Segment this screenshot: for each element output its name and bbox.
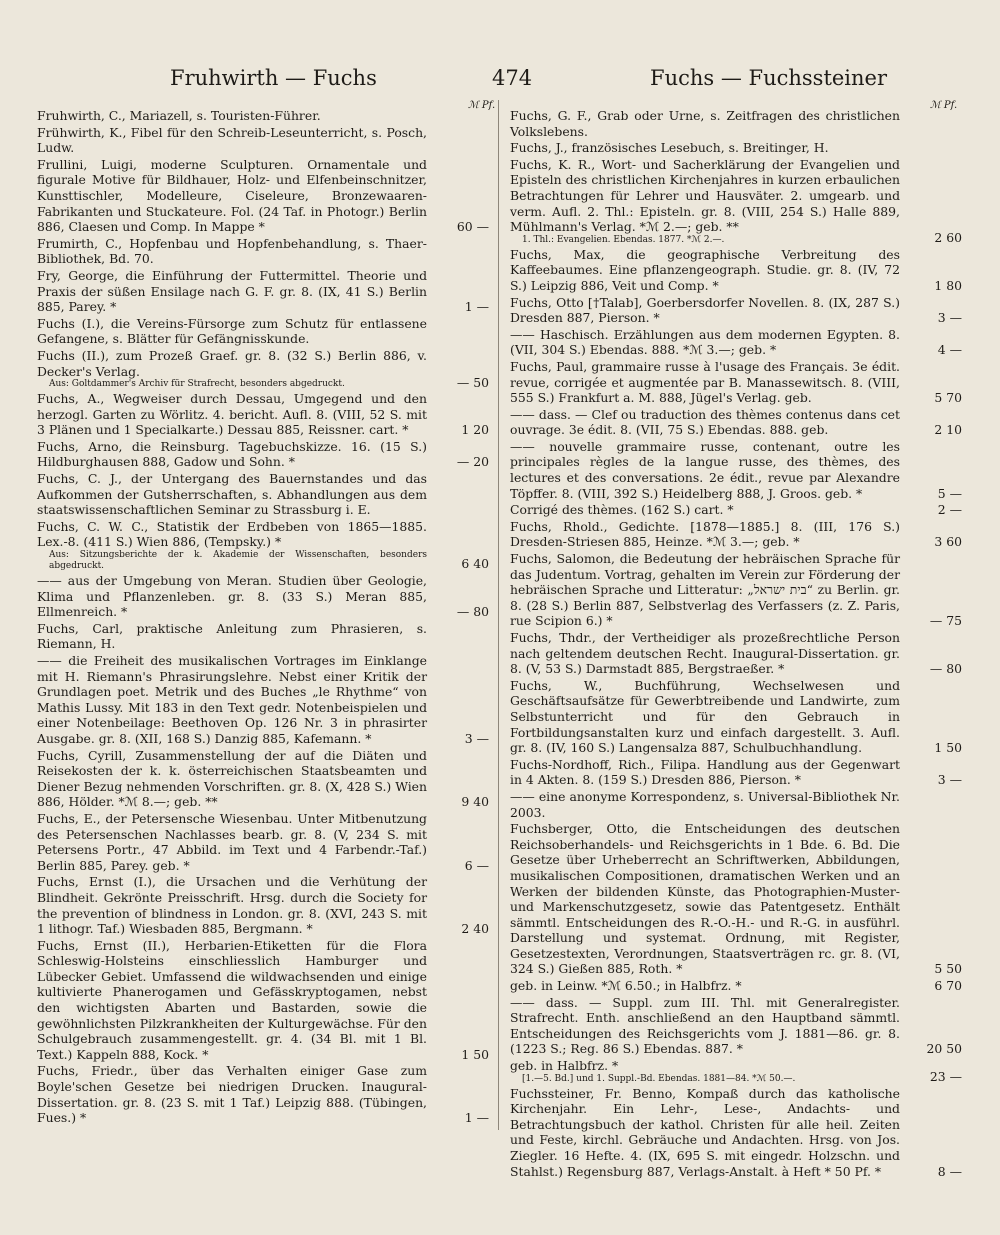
running-head-left: Fruhwirth — Fuchs: [170, 66, 377, 90]
entry-price: 2 60: [934, 230, 962, 246]
entry-price: — 75: [929, 613, 962, 629]
catalog-entry: [37, 316, 489, 347]
entry-text: Fuchs (II.), zum Prozeß Graef. gr. 8. (32 S.) Berlin 886, v. Decker's Verlag.: [37, 347, 427, 379]
catalog-entry: [510, 789, 962, 820]
entry-price: — 80: [929, 661, 962, 677]
catalog-entry: [510, 157, 962, 246]
catalog-entry: [37, 439, 489, 470]
entry-note: [1.—5. Bd.] und 1. Suppl.-Bd. Ebendas. 1881—84. *ℳ 50.—.: [522, 1073, 796, 1084]
entry-text: Fuchs, Carl, praktische Anleitung zum Phrasieren, s. Riemann, H.: [37, 620, 427, 652]
entry-text: Frumirth, C., Hopfenbau und Hopfenbehandlung, s. Thaer-Bibliothek, Bd. 70.: [37, 235, 427, 267]
entry-text: Fuchs, G. F., Grab oder Urne, s. Zeitfragen des christlichen Volkslebens.: [510, 108, 900, 139]
entry-text: Fry, George, die Einführung der Futtermittel. Theorie und Praxis der süßen Ensilage nach G. F. gr. 8. (IX, 41 S.) Berlin 885, Parey. *: [37, 267, 427, 315]
entry-price: 6 —: [464, 857, 489, 873]
catalog-entry: [510, 821, 962, 977]
entry-price: 5 50: [934, 961, 962, 977]
catalog-entry: [37, 125, 489, 156]
entry-text: Fuchs, Paul, grammaire russe à l'usage des Français. 3e édit. revue, corrigée et augmentée par B. Manassewitsch. 8. (VIII, 555 S.) Frankfurt a. M. 888, Jügel's Verlag. geb.: [510, 358, 900, 406]
entry-text: Fuchs, A., Wegweiser durch Dessau, Umgegend und den herzogl. Garten zu Wörlitz. 4. bericht. Aufl. 8. (VIII, 52 S. mit 3 Plänen und 1 Specialkarte.) Dessau 885, Reissner. cart. *: [37, 391, 427, 438]
entry-price: 1 —: [464, 1110, 489, 1126]
entry-price: 20 50: [926, 1041, 962, 1057]
entry-text: —— nouvelle grammaire russe, contenant, outre les principales règles de la langue russe, des thèmes, des lectures et des conversations. 2e édit., revue par Alexandre Töpffer. 8. (VIII, 392 S.) Heidelberg 888, J. Groos. geb. *: [510, 438, 900, 501]
entry-text: Fuchs, E., der Petersensche Wiesenbau. Unter Mitbenutzung des Petersenschen Nachlasses bearb. gr. 8. (V, 234 S. mit Petersens Portr., 47 Abbild. im Text und 4 Farbendr.-Taf.) Berlin 885, Parey. geb. *: [37, 810, 427, 873]
catalog-entry: [37, 348, 489, 390]
catalog-entry: [510, 439, 962, 501]
entry-text: Fuchsberger, Otto, die Entscheidungen des deutschen Reichsoberhandels- und Reichsgerichts in 1 Bde. 6. Bd. Die Gesetze über Urheberrecht an Schriftwerken, Abbildungen, musikalischen Compositionen, dramatischen Werken und an Werken der bildenden Künste, das Photographien-Muster- und Markenschutzgesetz, sowie das Patentgesetz. Enthält sämmtl. Entscheidungen des R.-O.-H.- und R.-G. in ausführl. Darstellung und systemat. Ordnung, mit Register, Gesetzestexten, Verordnungen, Staatsverträgen rc. gr. 8. (VI, 324 S.) Gießen 885, Roth. *: [510, 821, 900, 977]
entry-price: 3 60: [934, 534, 962, 550]
entry-note: 1. Thl.: Evangelien. Ebendas. 1877. *ℳ 2.—.: [522, 234, 725, 245]
catalog-entry: [510, 108, 962, 139]
price-column-heading-right: ℳ Pf.: [930, 100, 958, 111]
catalog-entry: [37, 391, 489, 438]
entry-text: —— dass. — Suppl. zum III. Thl. mit Generalregister. Strafrecht. Enth. anschließend an den Hauptband sämmtl. Entscheidungen des Reichsgerichts vom J. 1881—86. gr. 8. (1223 S.; Reg. 86 S.) Ebendas. 887. *: [510, 994, 900, 1057]
entry-text: —— eine anonyme Korrespondenz, s. Universal-Bibliothek Nr. 2003.: [510, 788, 900, 820]
catalog-entry: [37, 1063, 489, 1125]
entry-price: 1 —: [464, 299, 489, 315]
entry-price: 6 40: [461, 556, 489, 572]
entry-price: 2 40: [461, 921, 489, 937]
catalog-entry: [37, 157, 489, 235]
entry-text: Fuchs, Friedr., über das Verhalten einiger Gase zum Boyle'schen Gesetze bei niedrigen Drucken. Inaugural-Dissertation. gr. 8. (23 S. mit 1 Taf.) Leipzig 888. (Tübingen, Fues.) *: [37, 1063, 427, 1126]
catalog-entry: [510, 1058, 962, 1085]
catalog-entry: [510, 630, 962, 677]
entry-text: —— dass. — Clef ou traduction des thèmes contenus dans cet ouvrage. 3e édit. 8. (VII, 75 S.) Ebendas. 888. geb.: [510, 406, 900, 438]
entry-price: — 20: [456, 454, 489, 470]
entry-text: —— die Freiheit des musikalischen Vortrages im Einklange mit H. Riemann's Phrasirungslehre. Nebst einer Kritik der Grundlagen poet. Metrik und des Buches „le Rhythme“ von Mathis Lussy. Mit 183 in den Text gedr. Notenbeispielen und einer Notenbeilage: Beethoven Op. 126 Nr. 3 in phrasirter Ausgabe. gr. 8. (XII, 168 S.) Danzig 885, Kafemann. *: [37, 653, 427, 746]
catalog-entry: [37, 653, 489, 747]
entry-price: 1 50: [461, 1046, 489, 1062]
catalog-entry: [37, 108, 489, 124]
catalog-entry: [510, 327, 962, 358]
entry-text: Fruhwirth, C., Mariazell, s. Touristen-Führer.: [37, 108, 321, 123]
entry-price: 1 50: [934, 740, 962, 756]
catalog-entry: [510, 295, 962, 326]
entry-price: 4 —: [937, 342, 962, 358]
entry-text: Fuchs, Arno, die Reinsburg. Tagebuchskizze. 16. (15 S.) Hildburghausen 888, Gadow und Sohn. *: [37, 438, 427, 470]
catalog-entry: [37, 471, 489, 518]
entry-price: 60 —: [456, 219, 489, 235]
catalog-entry: [37, 811, 489, 873]
entry-price: — 80: [456, 604, 489, 620]
entry-note: Aus: Sitzungsberichte der k. Akademie der Wissenschaften, besonders abgedruckt.: [49, 550, 427, 572]
catalog-entry: [510, 359, 962, 406]
catalog-entry: [37, 268, 489, 315]
catalog-entry: [510, 1086, 962, 1180]
page-number: 474: [492, 66, 533, 90]
catalog-entry: [510, 519, 962, 550]
entry-price: — 50: [456, 374, 489, 390]
entry-price: 3 —: [464, 730, 489, 746]
entry-text: Fuchs, Cyrill, Zusammenstellung der auf die Diäten und Reisekosten der k. k. österreichischen Staatsbeamten und Diener Bezug nehmenden Vorschriften. gr. 8. (X, 428 S.) Wien 886, Hölder. *ℳ 8.—; geb. **: [37, 747, 427, 810]
entry-price: 5 —: [937, 485, 962, 501]
entry-text: geb. in Halbfrz. *: [510, 1058, 619, 1074]
entry-text: Corrigé des thèmes. (162 S.) cart. *: [510, 502, 734, 518]
catalog-entry: [37, 621, 489, 652]
entry-text: Fuchs, C. W. C., Statistik der Erdbeben von 1865—1885. Lex.-8. (411 S.) Wien 886, (Tempsky.) *: [37, 518, 427, 550]
catalog-entry: [37, 874, 489, 936]
right-column: [510, 108, 962, 1180]
entry-text: Fuchs, Ernst (I.), die Ursachen und die Verhütung der Blindheit. Gekrönte Preisschrift. Hrsg. durch die Society for the prevention of blindness in London. gr. 8. (XVI, 243 S. mit 1 lithogr. Taf.) Wiesbaden 885, Bergmann. *: [37, 874, 427, 937]
entry-text: Fuchs, W., Buchführung, Wechselwesen und Geschäftsaufsätze für Gewerbtreibende und Landwirte, zum Selbstunterricht und für den Gebrauch in Fortbildungsanstalten kurz und einfach dargestellt. 3. Aufl. gr. 8. (IV, 160 S.) Langensalza 887, Schulbuchhandlung.: [510, 677, 900, 756]
entry-price: 1 20: [461, 422, 489, 438]
entry-text: Fuchs, Otto [†Talab], Goerbersdorfer Novellen. 8. (IX, 287 S.) Dresden 887, Pierson. *: [510, 294, 900, 326]
catalog-entry: [510, 502, 962, 518]
price-column-heading-left: ℳ Pf.: [468, 100, 496, 111]
catalog-entry: [510, 757, 962, 788]
entry-text: Frühwirth, K., Fibel für den Schreib-Leseunterricht, s. Posch, Ludw.: [37, 124, 427, 156]
entry-text: Frullini, Luigi, moderne Sculpturen. Ornamentale und figurale Motive für Bildhauer, Holz- und Elfenbeinschnitzer, Kunsttischler, Modelleure, Ciseleure, Bronzewaaren-Fabrikanten und Stuckateure. Fol. (24 Taf. in Photogr.) Berlin 886, Claesen und Comp. In Mappe *: [37, 156, 427, 235]
column-divider: [498, 100, 499, 1130]
entry-price: 2 10: [934, 422, 962, 438]
entry-price: 9 40: [461, 794, 489, 810]
catalog-entry: [510, 678, 962, 756]
entry-text: geb. in Leinw. *ℳ 6.50.; in Halbfrz. *: [510, 978, 742, 994]
entry-price: 5 70: [934, 390, 962, 406]
catalog-entry: [510, 407, 962, 438]
catalog-entry: [510, 551, 962, 629]
entry-text: Fuchs-Nordhoff, Rich., Filipa. Handlung aus der Gegenwart in 4 Akten. 8. (159 S.) Dresden 886, Pierson. *: [510, 756, 900, 788]
entry-price: 2 —: [937, 502, 962, 518]
entry-text: Fuchs, Salomon, die Bedeutung der hebräischen Sprache für das Judentum. Vortrag, gehalten im Verein zur Förderung der hebräischen Sprache und Litteratur: „בית ישראל“ zu Berlin. gr. 8. (28 S.) Berlin 887, Selbstverlag des Verfassers (z. Z. Paris, rue Scipion 6.) *: [510, 551, 900, 629]
catalog-entry: [510, 247, 962, 294]
catalog-entry: [510, 995, 962, 1057]
entry-price: 23 —: [929, 1069, 962, 1085]
catalog-entry: [510, 978, 962, 994]
entry-text: Fuchs, Thdr., der Vertheidiger als prozeßrechtliche Person nach geltendem deutschen Recht. Inaugural-Dissertation. gr. 8. (V, 53 S.) Darmstadt 885, Bergstraeßer. *: [510, 630, 900, 677]
catalog-entry: [37, 938, 489, 1063]
left-column: [37, 108, 489, 1127]
catalog-entry: [510, 140, 962, 156]
catalog-entry: [37, 748, 489, 810]
entry-text: Fuchs, Rhold., Gedichte. [1878—1885.] 8. (III, 176 S.) Dresden-Striesen 885, Heinze. *ℳ 3.—; geb. *: [510, 518, 900, 550]
catalog-entry: [37, 236, 489, 267]
entry-price: 3 —: [937, 772, 962, 788]
entry-text: —— Haschisch. Erzählungen aus dem modernen Egypten. 8. (VII, 304 S.) Ebendas. 888. *ℳ 3.—; geb. *: [510, 326, 900, 358]
entry-text: —— aus der Umgebung von Meran. Studien über Geologie, Klima und Pflanzenleben. gr. 8. (33 S.) Meran 885, Ellmenreich. *: [37, 573, 427, 620]
entry-price: 3 —: [937, 310, 962, 326]
entry-text: Fuchs, C. J., der Untergang des Bauernstandes und das Aufkommen der Gutsherrschaften, s. Abhandlungen aus dem staatswissenschaftlichen Seminar zu Strassburg i. E.: [37, 471, 427, 518]
catalog-entry: [37, 573, 489, 620]
entry-text: Fuchs (I.), die Vereins-Fürsorge zum Schutz für entlassene Gefangene, s. Blätter für Gefängnisskunde.: [37, 315, 427, 347]
entry-text: Fuchssteiner, Fr. Benno, Kompaß durch das katholische Kirchenjahr. Ein Lehr-, Lese-, Andachts- und Betrachtungsbuch der kathol. Christen für alle heil. Zeiten und Feste, kirchl. Gebräuche und Andachten. Hrsg. von Jos. Ziegler. 16 Hefte. 4. (IX, 695 S. mit eingedr. Holzschn. und Stahlst.) Regensburg 887, Verlags-Anstalt. à Heft * 50 Pf. *: [510, 1085, 900, 1179]
entry-price: 8 —: [937, 1163, 962, 1179]
entry-text: Fuchs, K. R., Wort- und Sacherklärung der Evangelien und Episteln des christlichen Kirchenjahres in kurzen erbaulichen Betrachtungen für Lehrer und Hausväter. 2. umgearb. und verm. Aufl. 2. Thl.: Episteln. gr. 8. (VIII, 254 S.) Halle 889, Mühlmann's Verlag. *ℳ 2.—; geb. **: [510, 156, 900, 235]
entry-price: 6 70: [934, 978, 962, 994]
entry-text: Fuchs, Ernst (II.), Herbarien-Etiketten für die Flora Schleswig-Holsteins einschliesslich Hamburger und Lübecker Gebiet. Umfassend die wildwachsenden und einige kultivierte Phanerogamen und Gefässkryptogamen, nebst den wichtigsten Abarten und Bastarden, sowie die gewöhnlichsten Pilzkrankheiten der Kulturgewächse. Für den Schulgebrauch zusammengestellt. gr. 4. (34 Bl. mit 1 Bl. Text.) Kappeln 888, Kock. *: [37, 937, 427, 1062]
entry-text: Fuchs, Max, die geographische Verbreitung des Kaffeebaumes. Eine pflanzengeograph. Studie. gr. 8. (IV, 72 S.) Leipzig 886, Veit und Comp. *: [510, 246, 900, 293]
entry-price: 1 80: [934, 277, 962, 293]
running-head-right: Fuchs — Fuchssteiner: [650, 66, 888, 90]
entry-text: Fuchs, J., französisches Lesebuch, s. Breitinger, H.: [510, 140, 829, 156]
catalog-entry: [37, 519, 489, 572]
entry-note: Aus: Goltdammer's Archiv für Strafrecht, besonders abgedruckt.: [49, 379, 345, 390]
